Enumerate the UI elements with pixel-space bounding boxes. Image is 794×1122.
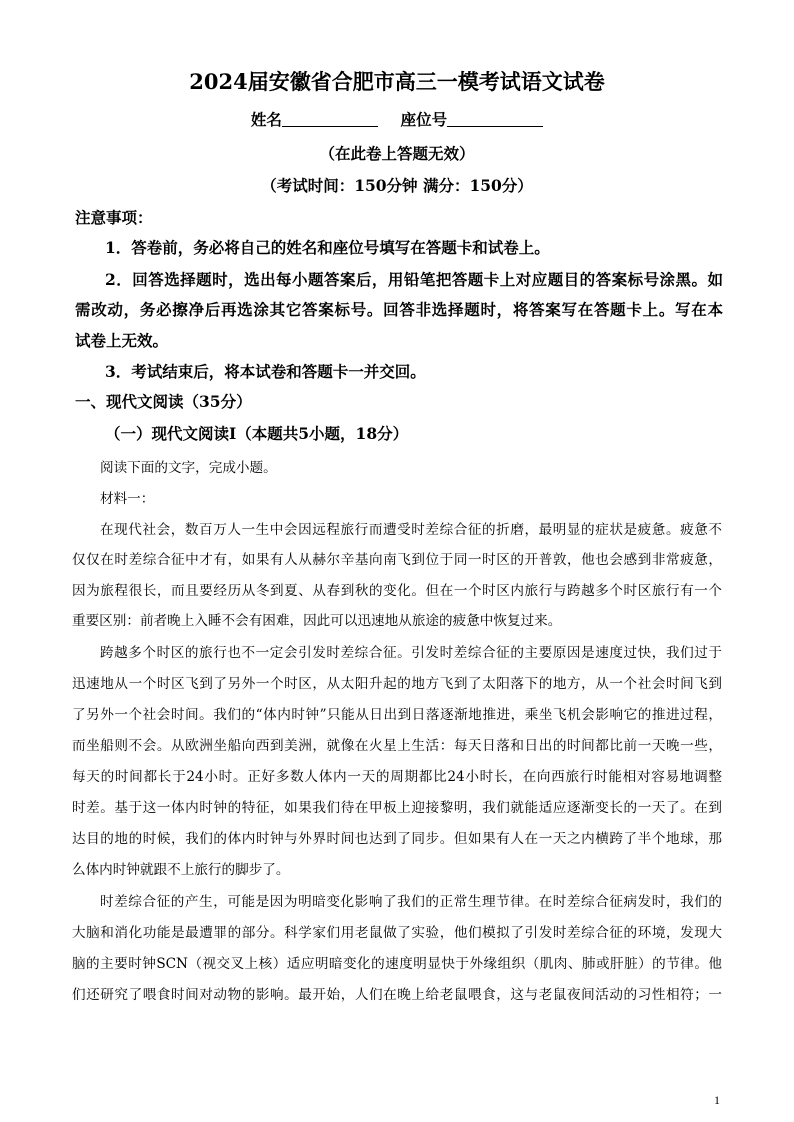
exam-title: 2024届安徽省合肥市高三一模考试语文试卷 [189, 69, 605, 94]
notice-item-2-line-3: 试卷上无效。 [75, 331, 169, 350]
passage-line: 么体内时钟就跟不上旅行的脚步了。 [72, 862, 290, 878]
passage-line: 在现代社会，数百万人一生中会因远程旅行而遭受时差综合征的折磨，最明显的症状是疲惫。疲惫不 [100, 522, 722, 538]
passage-line: 而坐船则不会。从欧洲坐船向西到美洲，就像在火星上生活：每天日落和日出的时间都比前一天晚一些， [72, 738, 722, 754]
reading-instruction: 阅读下面的文字，完成小题。 [100, 460, 277, 476]
passage-line: 因为旅程很长，而且要经历从冬到夏、从春到秋的变化。但在一个时区内旅行与跨越多个时区旅行有一个 [72, 583, 722, 599]
passage-line: 脑的主要时钟SCN（视交叉上核）适应明暗变化的速度明显快于外缘组织（肌肉、肺或肝脏）的节律。他 [72, 956, 722, 972]
seat-blank [447, 110, 543, 127]
passage-line: 迅速地从一个时区飞到了另外一个时区，从太阳升起的地方飞到了太阳落下的地方，从一个社会时间飞到 [72, 676, 722, 692]
seat-label: 座位号 [400, 110, 448, 129]
passage-line: 跨越多个时区的旅行也不一定会引发时差综合征。引发时差综合征的主要原因是速度过快，我们过于 [100, 645, 722, 661]
passage-line: 仅仅在时差综合征中才有，如果有人从赫尔辛基向南飞到位于同一时区的开普敦，他也会感到非常疲惫， [72, 552, 722, 568]
passage-line: 们还研究了喂食时间对动物的影响。最开始，人们在晚上给老鼠喂食，这与老鼠夜间活动的习性相符；一 [72, 987, 722, 1003]
passage-line: 时差综合征的产生，可能是因为明暗变化影响了我们的正常生理节律。在时差综合征病发时，我们的 [100, 894, 722, 910]
passage-line: 重要区别：前者晚上入睡不会有困难，因此可以迅速地从旅途的疲惫中恢复过来。 [72, 613, 562, 629]
page-number: 1 [714, 1093, 720, 1107]
notice-item-2-line-1: 2．回答选择题时，选出每小题答案后，用铅笔把答题卡上对应题目的答案标号涂黑。如 [105, 270, 723, 289]
name-blank [282, 110, 378, 127]
passage-line: 了另外一个社会时间。我们的“体内时钟”只能从日出到日落逐渐地推进，乘坐飞机会影响它的推进过程， [72, 707, 722, 723]
exam-meta: （考试时间：150分钟 满分：150分） [261, 176, 533, 195]
passage-line: 时差。基于这一体内时钟的特征，如果我们待在甲板上迎接黎明，我们就能适应逐渐变长的一天了。在到 [72, 800, 722, 816]
passage-line: 达目的地的时候，我们的体内时钟与外界时间也达到了同步。但如果有人在一天之内横跨了半个地球，那 [72, 831, 722, 847]
invalid-note: （在此卷上答题无效） [319, 144, 475, 163]
name-label: 姓名 [250, 110, 282, 129]
subsection-heading: （一）现代文阅读Ⅰ（本题共5小题，18分） [105, 424, 409, 443]
section-heading: 一、现代文阅读（35分） [75, 392, 252, 411]
notice-heading: 注意事项： [75, 208, 153, 227]
notice-item-3: 3．考试结束后，将本试卷和答题卡一并交回。 [105, 362, 426, 381]
notice-item-2-line-2: 需改动，务必擦净后再选涂其它答案标号。回答非选择题时，将答案写在答题卡上。写在本 [75, 300, 723, 319]
passage-line: 每天的时间都长于24小时。正好多数人体内一天的周期都比24小时长，在向西旅行时能相对容易地调整 [72, 769, 722, 785]
notice-item-1: 1．答卷前，务必将自己的姓名和座位号填写在答题卡和试卷上。 [105, 238, 550, 257]
passage-line: 大脑和消化功能是最遭罪的部分。科学家们用老鼠做了实验，他们模拟了引发时差综合征的环境，发现大 [72, 925, 722, 941]
material-label: 材料一： [100, 491, 155, 507]
candidate-info-row [0, 108, 794, 130]
